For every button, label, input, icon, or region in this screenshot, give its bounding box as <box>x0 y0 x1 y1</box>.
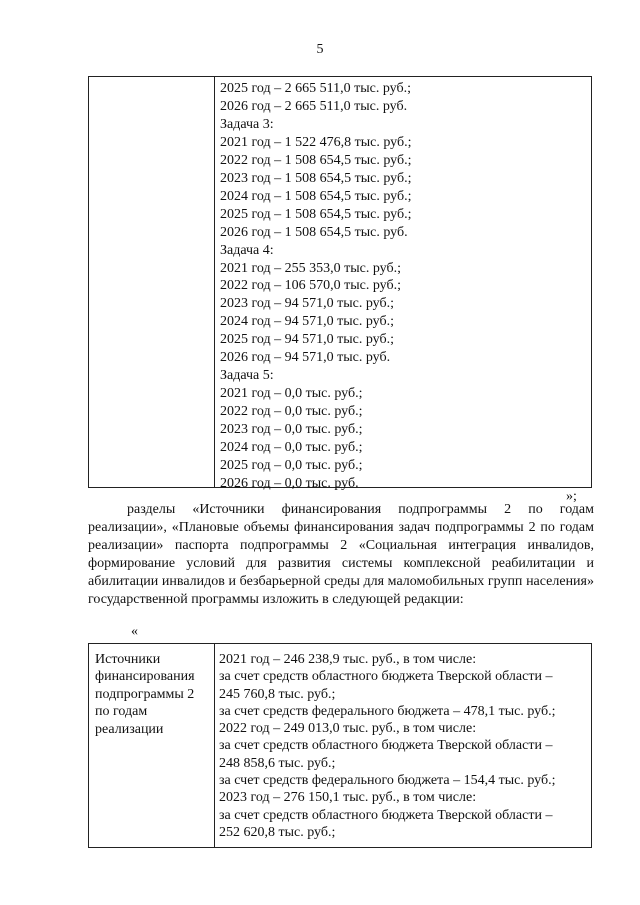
table-line: 2026 год – 2 665 511,0 тыс. руб. <box>220 98 408 114</box>
table-line: за счет средств федерального бюджета – 154,4 тыс. руб.; <box>219 773 556 789</box>
table-line: 2025 год – 1 508 654,5 тыс. руб.; <box>220 206 412 222</box>
task-heading: Задача 4: <box>220 242 274 258</box>
table-line: 2023 год – 1 508 654,5 тыс. руб.; <box>220 170 412 186</box>
table-label-cell <box>89 77 215 487</box>
row-label: Источники финансирования подпрограммы 2 по годам реализации <box>95 652 195 737</box>
table-value-cell <box>215 77 591 491</box>
funding-table-continued <box>88 76 592 491</box>
page-number: 5 <box>316 42 324 57</box>
task-heading: Задача 3: <box>220 116 274 132</box>
funding-sources-table <box>88 643 592 848</box>
table-label-cell <box>89 644 215 847</box>
table-line: 2026 год – 1 508 654,5 тыс. руб. <box>220 224 408 240</box>
table-line: 2026 год – 94 571,0 тыс. руб. <box>220 350 391 366</box>
table-value-cell <box>215 644 591 847</box>
table-line: за счет средств областного бюджета Тверской области – <box>219 807 553 823</box>
table-line: 2023 год – 0,0 тыс. руб.; <box>220 422 363 438</box>
table-line: 2025 год – 0,0 тыс. руб.; <box>220 458 363 474</box>
table-line: за счет средств федерального бюджета – 478,1 тыс. руб.; <box>219 703 556 719</box>
table-line: 2024 год – 1 508 654,5 тыс. руб.; <box>220 188 412 204</box>
table-line: 2024 год – 0,0 тыс. руб.; <box>220 440 363 456</box>
table-line: 2023 год – 276 150,1 тыс. руб., в том числе: <box>219 790 477 806</box>
table-line: 2023 год – 94 571,0 тыс. руб.; <box>220 296 394 312</box>
body-paragraph: разделы «Источники финансирования подпрограммы 2 по годам реализации», «Плановые объемы финансирования задач подпрограммы 2 по годам реализации» паспорта подпрограммы 2 «Социальная интеграция инвалидов, формирование условий для развития системы комплексной реабилитации и абилитации инвалидов и безбарьерной среды для маломобильных групп населения» государственной программы изложить в следующей редакции: <box>88 502 594 607</box>
table-line: 252 620,8 тыс. руб.; <box>219 824 336 840</box>
table-line: 2025 год – 2 665 511,0 тыс. руб.; <box>220 81 411 96</box>
opening-quote: « <box>131 624 138 639</box>
table-line: 2022 год – 0,0 тыс. руб.; <box>220 404 363 420</box>
table-line: 2021 год – 246 238,9 тыс. руб., в том числе: <box>219 652 477 667</box>
table-line: 2022 год – 106 570,0 тыс. руб.; <box>220 278 401 294</box>
table-line: 2022 год – 1 508 654,5 тыс. руб.; <box>220 152 412 168</box>
table-line: 2024 год – 94 571,0 тыс. руб.; <box>220 314 394 330</box>
table-line: за счет средств областного бюджета Тверской области – <box>219 669 553 685</box>
table-line: 2021 год – 255 353,0 тыс. руб.; <box>220 260 401 276</box>
task-heading: Задача 5: <box>220 368 274 384</box>
table-line: 2021 год – 0,0 тыс. руб.; <box>220 386 363 402</box>
table-line: 248 858,6 тыс. руб.; <box>219 755 336 771</box>
table-line: 2022 год – 249 013,0 тыс. руб., в том числе: <box>219 721 477 737</box>
table-line: 245 760,8 тыс. руб.; <box>219 686 336 702</box>
table-line: 2021 год – 1 522 476,8 тыс. руб.; <box>220 134 412 150</box>
closing-quote: »; <box>566 489 577 504</box>
table-line: 2025 год – 94 571,0 тыс. руб.; <box>220 332 394 348</box>
table-line: 2026 год – 0,0 тыс. руб. <box>220 475 359 491</box>
table-line: за счет средств областного бюджета Тверской области – <box>219 738 553 754</box>
